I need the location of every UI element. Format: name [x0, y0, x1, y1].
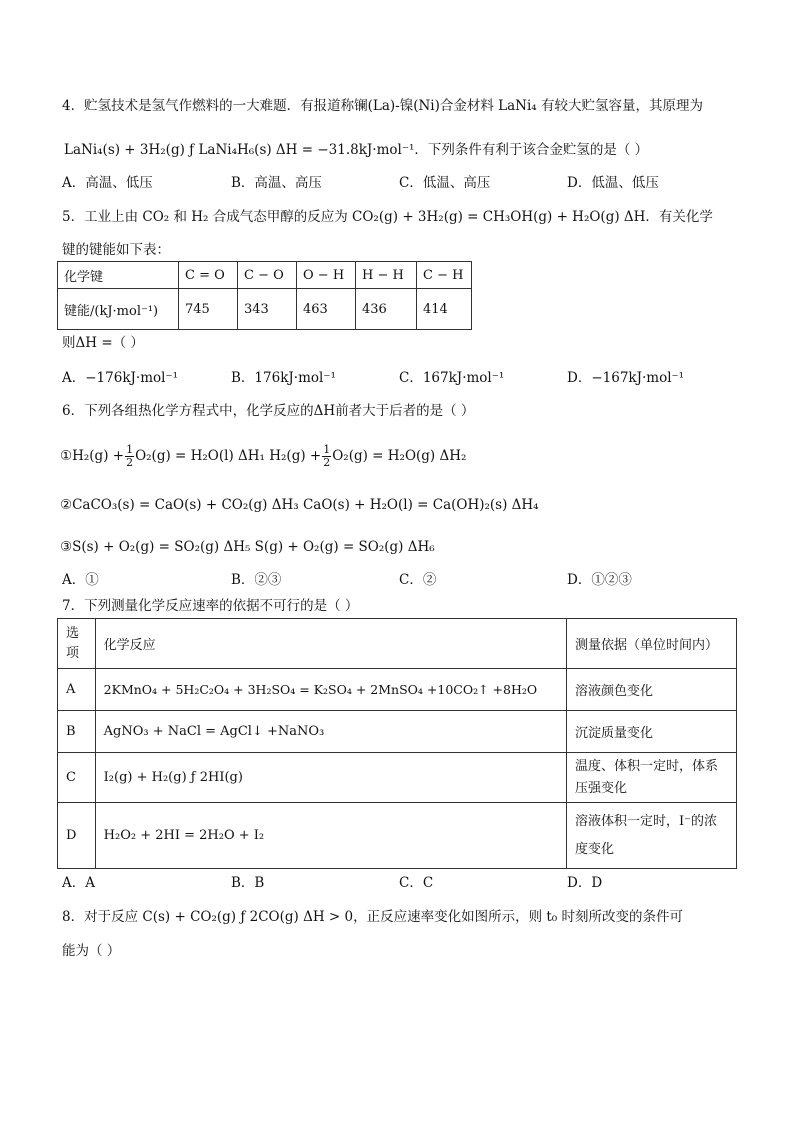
q8-stem-line2: 能为（ ）: [62, 943, 121, 959]
table-cell: 343: [238, 289, 297, 330]
table-cell: D: [58, 803, 96, 869]
table-header-cell: H − H: [356, 262, 417, 289]
q6-option-d[interactable]: D．①②③: [567, 572, 632, 588]
q5-option-a[interactable]: A．−176kJ·mol⁻¹: [62, 370, 178, 386]
q5-ask: 则ΔH =（ ）: [62, 335, 144, 351]
table-row-label: 键能/(kJ·mol⁻¹): [58, 289, 179, 330]
table-cell: 745: [179, 289, 238, 330]
q7-option-b[interactable]: B．B: [231, 875, 265, 891]
q6-equation-2: ②CaCO₃(s) = CaO(s) + CO₂(g) ΔH₃ CaO(s) + H₂O(l) = Ca(OH)₂(s) ΔH₄: [60, 497, 539, 513]
table-row: [58, 669, 737, 711]
table-cell: 2KMnO₄ + 5H₂C₂O₄ + 3H₂SO₄ = K₂SO₄ + 2MnSO₄ +10CO₂↑ +8H₂O: [95, 669, 566, 711]
table-header-cell: O − H: [297, 262, 356, 289]
q5-option-b[interactable]: B．176kJ·mol⁻¹: [231, 370, 336, 386]
table-header-cell: 选项: [58, 619, 96, 669]
q4-option-a[interactable]: A．高温、低压: [62, 175, 153, 191]
table-row: [58, 803, 737, 869]
table-header-cell: 测量依据（单位时间内）: [566, 619, 736, 669]
q7-option-a[interactable]: A．A: [62, 875, 95, 891]
q5-option-d[interactable]: D．−167kJ·mol⁻¹: [567, 370, 685, 386]
q7-option-c[interactable]: C．C: [399, 875, 434, 891]
table-header-cell: 化学键: [58, 262, 179, 289]
q6-eq1-part-b: O₂(g) = H₂O(l) ΔH₁ H₂(g) +: [135, 448, 322, 464]
q5-stem-line2: 键的键能如下表：: [62, 242, 170, 258]
table-header-cell: C − H: [417, 262, 472, 289]
q5-stem-line1: 5．工业上由 CO₂ 和 H₂ 合成气态甲醇的反应为 CO₂(g) + 3H₂(g) = CH₃OH(g) + H₂O(g) ΔH．有关化学: [62, 209, 713, 225]
q6-eq1-part-a: ①H₂(g) +: [60, 448, 125, 464]
table-cell: H₂O₂ + 2HI = 2H₂O + I₂: [95, 803, 566, 869]
table-cell: AgNO₃ + NaCl = AgCl↓ +NaNO₃: [95, 711, 566, 753]
q4-stem-line2: LaNi₄(s) + 3H₂(g) ƒ LaNi₄H₆(s) ΔH = −31.8kJ·mol⁻¹．下列条件有利于该合金贮氢的是（ ）: [64, 142, 649, 158]
q8-stem-line1: 8．对于反应 C(s) + CO₂(g) ƒ 2CO(g) ΔH > 0，正反应速率变化如图所示，则 t₀ 时刻所改变的条件可: [62, 909, 684, 925]
table-header-cell: C = O: [179, 262, 238, 289]
q6-option-b[interactable]: B．②③: [231, 572, 282, 588]
table-cell: 沉淀质量变化: [566, 711, 736, 753]
table-header-cell: C − O: [238, 262, 297, 289]
table-row: [58, 711, 737, 753]
q6-eq1-part-c: O₂(g) = H₂O(g) ΔH₂: [332, 448, 467, 464]
table-row: [58, 289, 472, 330]
q6-option-c[interactable]: C．②: [399, 572, 437, 588]
table-cell: A: [58, 669, 96, 711]
table-row: [58, 262, 472, 289]
table-cell: I₂(g) + H₂(g) ƒ 2HI(g): [95, 753, 566, 803]
table-cell: 414: [417, 289, 472, 330]
q4-stem-line1: 4．贮氢技术是氢气作燃料的一大难题．有报道称镧(La)-镍(Ni)合金材料 LaNi₄ 有较大贮氢容量，其原理为: [62, 98, 703, 114]
table-row: [58, 753, 737, 803]
q5-option-c[interactable]: C．167kJ·mol⁻¹: [399, 370, 505, 386]
q4-option-d[interactable]: D．低温、低压: [567, 175, 659, 191]
table-cell: 463: [297, 289, 356, 330]
table-cell: B: [58, 711, 96, 753]
q4-option-b[interactable]: B．高温、高压: [231, 175, 322, 191]
bond-energy-table: [57, 261, 472, 330]
q7-option-d[interactable]: D．D: [567, 875, 603, 891]
fraction-one-half: $\frac{1}{2}$: [126, 443, 134, 469]
q4-option-c[interactable]: C．低温、高压: [399, 175, 491, 191]
table-row: [58, 619, 737, 669]
table-cell: 溶液体积一定时，I⁻的浓度变化: [566, 803, 736, 869]
q6-option-a[interactable]: A．①: [62, 572, 99, 588]
q6-equation-1: [60, 444, 466, 469]
table-header-cell: 化学反应: [95, 619, 566, 669]
q6-equation-3: ③S(s) + O₂(g) = SO₂(g) ΔH₅ S(g) + O₂(g) = SO₂(g) ΔH₆: [60, 539, 435, 555]
table-cell: C: [58, 753, 96, 803]
q7-stem: 7．下列测量化学反应速率的依据不可行的是（ ）: [62, 598, 359, 614]
rate-measurement-table: [57, 618, 737, 869]
table-cell: 溶液颜色变化: [566, 669, 736, 711]
fraction-one-half: $\frac{1}{2}$: [323, 443, 331, 469]
table-cell: 436: [356, 289, 417, 330]
q6-stem: 6．下列各组热化学方程式中，化学反应的ΔH前者大于后者的是（ ）: [62, 403, 475, 419]
table-cell: 温度、体积一定时，体系压强变化: [566, 753, 736, 803]
